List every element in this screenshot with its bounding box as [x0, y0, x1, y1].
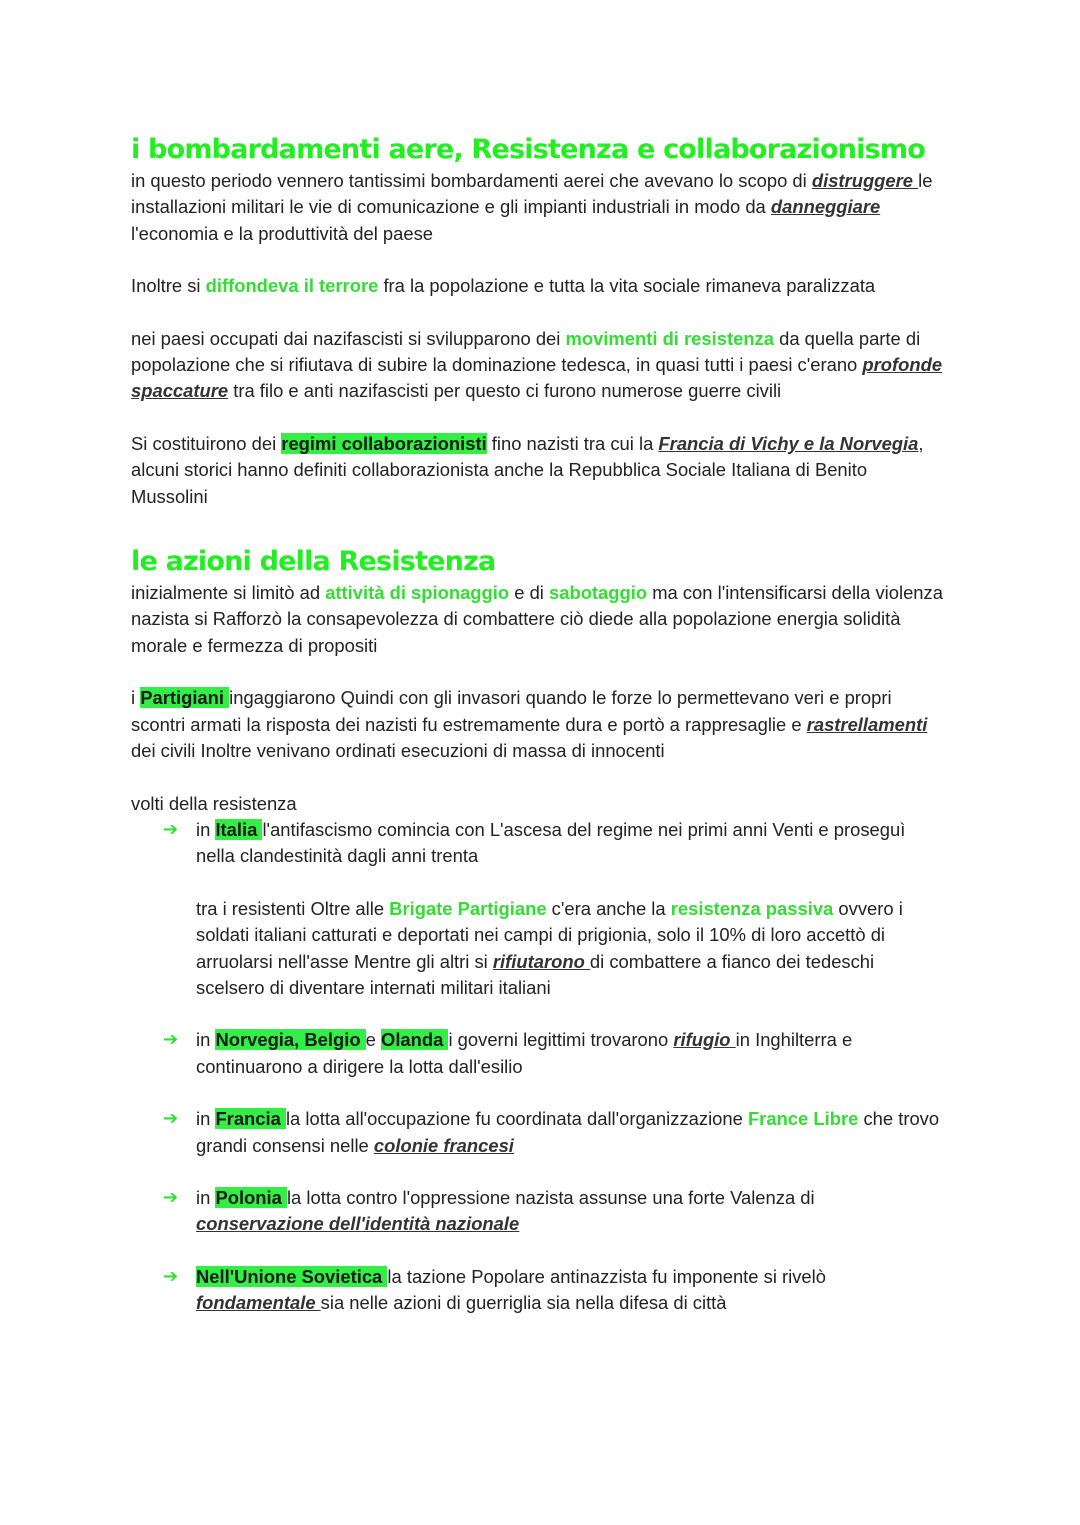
text: nei paesi occupati dai nazifascisti si svilupparono dei [131, 327, 566, 349]
arrow-icon: ➔ [163, 818, 179, 840]
text: i [131, 687, 141, 709]
text: Si costituirono dei [131, 432, 282, 454]
keyword-spionaggio: attività di spionaggio [325, 582, 510, 604]
text: inizialmente si limitò ad [131, 582, 326, 604]
keyword-france-libre: France Libre [747, 1108, 859, 1130]
emphasis-distruggere: distruggere [811, 170, 919, 191]
paragraph-bombardamenti [131, 168, 946, 247]
paragraph-azioni [131, 580, 946, 659]
text: sia nelle azioni di guerriglia sia nella difesa di città [320, 1292, 727, 1314]
emphasis-rastrellamenti: rastrellamenti [806, 713, 928, 735]
emphasis-rifugio: rifugio [673, 1029, 736, 1051]
emphasis-danneggiare: danneggiare [770, 196, 881, 218]
text: ma con l'intensificarsi della violenza nazista si Rafforzò la consapevolezza di combattere ciò diede alla popolazione energia solidità morale e fermezza di propositi [131, 582, 943, 656]
keyword-movimenti-resistenza: movimenti di resistenza [565, 327, 774, 349]
paragraph-resistenti [131, 896, 946, 1002]
text: c'era anche la [546, 897, 671, 919]
paragraph-volti: volti della resistenza [131, 792, 297, 814]
section-title-azioni: le azioni della Resistenza [131, 546, 496, 578]
arrow-icon: ➔ [163, 1265, 179, 1287]
text: e [365, 1029, 382, 1051]
list-item-polonia [131, 1185, 946, 1238]
highlight-polonia: Polonia [215, 1186, 287, 1208]
keyword-sabotaggio: sabotaggio [549, 582, 648, 604]
text: ovvero i soldati italiani catturati e deportati nei campi di prigionia, solo il 10% di loro accettò di arruolarsi nell'asse Mentre gli altri si [196, 897, 903, 972]
highlight-francia: Francia [215, 1108, 286, 1130]
text: l'economia e la produttività del paese [131, 222, 434, 244]
text: in [196, 818, 216, 840]
emphasis-fondamentale: fondamentale [196, 1292, 321, 1314]
section-title-bombardamenti: i bombardamenti aere, Resistenza e collaborazionismo [131, 134, 925, 165]
highlight-norvegia-belgio: Norvegia, Belgio [215, 1029, 366, 1051]
text: dei civili Inoltre venivano ordinati esecuzioni di massa di innocenti [131, 740, 665, 762]
text: in [196, 1108, 216, 1130]
highlight-italia: Italia [215, 818, 263, 840]
text: le installazioni militari le vie di comunicazione e gli impianti industriali in modo da [131, 170, 933, 218]
text: di combattere a fianco dei tedeschi scelsero di diventare internati militari italiani [196, 950, 875, 998]
emphasis-vichy-norvegia: Francia di Vichy e la Norvegia [658, 432, 919, 454]
text: la lotta contro l'oppressione nazista assunse una forte Valenza di [286, 1186, 815, 1208]
text: tra i resistenti Oltre alle [196, 897, 390, 919]
highlight-partigiani: Partigiani [140, 687, 230, 709]
highlight-unione-sovietica: Nell'Unione Sovietica [196, 1265, 388, 1287]
text: e di [509, 582, 549, 604]
text: la tazione Popolare antinazzista fu imponente si rivelò [387, 1265, 826, 1287]
text: Inoltre si [131, 275, 206, 297]
keyword-brigate: Brigate Partigiane [389, 897, 547, 919]
text: in questo periodo vennero tantissimi bombardamenti aerei che avevano lo scopo di [131, 170, 812, 191]
text: fino nazisti tra cui la [486, 432, 659, 454]
text: la lotta all'occupazione fu coordinata dall'organizzazione [285, 1108, 748, 1130]
highlight-olanda: Olanda [381, 1029, 449, 1051]
emphasis-identita: conservazione dell'identità nazionale [196, 1213, 520, 1235]
text: fra la popolazione e tutta la vita sociale rimaneva paralizzata [378, 275, 876, 297]
text: in [196, 1186, 216, 1208]
text: , alcuni storici hanno definiti collaborazionista anche la Repubblica Sociale Italiana di Benito Mussolini [131, 432, 924, 507]
list-item-unione-sovietica [131, 1264, 946, 1317]
arrow-icon: ➔ [163, 1029, 179, 1051]
paragraph-collaborazionisti [131, 431, 946, 510]
text: ingaggiarono Quindi con gli invasori quando le forze lo permettevano veri e propri scontri armati la risposta dei nazisti fu estremamente dura e portò a rappresaglie e [131, 687, 892, 735]
arrow-icon: ➔ [163, 1108, 179, 1130]
emphasis-spaccature: profonde spaccature [131, 354, 943, 402]
text: da quella parte di popolazione che si rifiutava di subire la dominazione tedesca, in quasi tutti i paesi c'erano [131, 327, 921, 376]
text: in [196, 1029, 216, 1051]
list-item-francia [131, 1106, 946, 1159]
highlight-regimi: regimi collaborazionisti [281, 432, 487, 454]
keyword-resistenza-passiva: resistenza passiva [670, 897, 834, 919]
text: l'antifascismo comincia con L'ascesa del regime nei primi anni Venti e proseguì nella clandestinità dagli anni trenta [196, 818, 906, 867]
emphasis-colonie: colonie francesi [373, 1134, 514, 1156]
text: i governi legittimi trovarono [448, 1029, 674, 1051]
list-item-italia [131, 817, 946, 870]
text: che trovo grandi consensi nelle [196, 1108, 940, 1156]
paragraph-partigiani [131, 685, 946, 764]
text: in Inghilterra e continuarono a dirigere la lotta dall'esilio [196, 1029, 853, 1077]
paragraph-terrore [131, 273, 946, 299]
paragraph-movimenti [131, 326, 946, 405]
list-item-norvegia [131, 1027, 946, 1080]
emphasis-rifiutarono: rifiutarono [492, 950, 590, 972]
keyword-terrore: diffondeva il terrore [205, 275, 379, 297]
arrow-icon: ➔ [163, 1186, 179, 1208]
document-page [131, 132, 946, 1317]
text: tra filo e anti nazifascisti per questo ci furono numerose guerre civili [228, 380, 782, 402]
